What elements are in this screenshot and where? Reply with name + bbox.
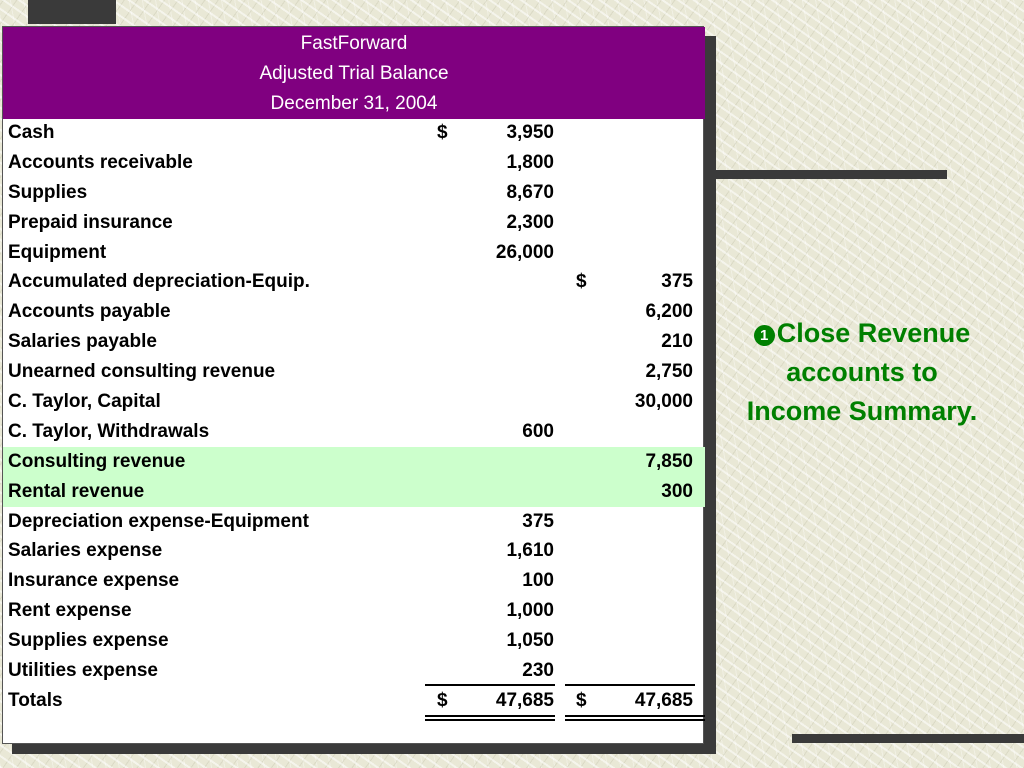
debit-amount: 1,800: [506, 151, 554, 173]
debit-amount: 2,300: [506, 211, 554, 233]
account-name: C. Taylor, Capital: [8, 391, 161, 413]
account-row: [3, 208, 705, 238]
account-row: [3, 507, 705, 537]
account-name: Cash: [8, 122, 55, 143]
debit-amount: 375: [522, 510, 554, 532]
debit-double-rule-top: [425, 715, 555, 717]
instruction-note: [712, 314, 1012, 431]
debit-double-rule-bottom: [425, 719, 555, 721]
account-row: [3, 596, 705, 626]
credit-total-rule: [565, 684, 695, 686]
account-row: [3, 656, 705, 686]
account-row: [3, 297, 705, 327]
step-one-bullet-icon: 1: [754, 325, 775, 346]
account-row: [3, 327, 705, 357]
account-name: Equipment: [8, 241, 107, 263]
account-name: Utilities expense: [8, 660, 158, 682]
account-name: Depreciation expense-Equipment: [8, 510, 309, 532]
debit-amount: 1,050: [506, 630, 554, 652]
debit-amount: 26,000: [495, 241, 554, 263]
account-name: Accumulated depreciation-Equip.: [8, 271, 310, 293]
note-line-3: Income Summary.: [746, 396, 978, 426]
account-name: Accounts receivable: [8, 151, 193, 173]
account-row: [3, 447, 705, 477]
account-row: [3, 148, 705, 178]
account-row: [3, 178, 705, 208]
statement-title: Adjusted Trial Balance: [259, 63, 449, 84]
right-decor-bar: [712, 170, 947, 179]
statement-date: December 31, 2004: [270, 93, 438, 114]
debit-amount: 100: [522, 570, 554, 592]
account-row: [3, 267, 705, 297]
credit-double-rule-bottom: [565, 719, 705, 721]
statement-header: [3, 27, 705, 119]
debit-total-rule: [425, 684, 555, 686]
credit-amount: 210: [661, 331, 693, 353]
account-row: [3, 536, 705, 566]
credit-amount: 300: [661, 480, 693, 502]
account-rows: [3, 118, 705, 716]
trial-balance-sheet: [2, 26, 704, 744]
account-row: [3, 566, 705, 596]
account-name: Unearned consulting revenue: [8, 361, 276, 383]
account-name: Rent expense: [8, 600, 132, 622]
credit-amount: 30,000: [634, 391, 693, 413]
account-row: [3, 387, 705, 417]
account-name: Salaries expense: [8, 540, 163, 562]
account-name: Accounts payable: [8, 301, 171, 323]
credit-amount: 375: [661, 271, 693, 293]
account-name: Supplies: [8, 181, 88, 203]
account-name: Salaries payable: [8, 331, 157, 353]
debit-amount: 230: [522, 660, 554, 682]
totals-credit-currency-sign: $: [576, 689, 587, 711]
account-row: [3, 477, 705, 507]
account-name: C. Taylor, Withdrawals: [8, 420, 210, 442]
top-left-decor-block: [28, 0, 116, 24]
company-name: FastForward: [300, 33, 408, 54]
totals-debit-amount: 47,685: [495, 689, 554, 711]
credit-amount: 2,750: [645, 361, 693, 383]
account-row: [3, 118, 705, 148]
credit-amount: 6,200: [645, 301, 693, 323]
totals-debit-currency-sign: $: [437, 689, 448, 711]
debit-amount: 8,670: [506, 181, 554, 203]
account-row: [3, 417, 705, 447]
credit-amount: 7,850: [645, 450, 693, 472]
account-name: Prepaid insurance: [8, 211, 173, 233]
totals-credit-amount: 47,685: [634, 689, 693, 711]
bottom-right-decor-bar: [792, 734, 1024, 743]
debit-amount: 600: [522, 420, 554, 442]
account-row: [3, 626, 705, 656]
account-name: Consulting revenue: [8, 450, 186, 472]
account-row: [3, 238, 705, 268]
totals-row: [3, 686, 705, 716]
account-name: Supplies expense: [8, 630, 169, 652]
debit-amount: 1,000: [506, 600, 554, 622]
debit-amount: 1,610: [506, 540, 554, 562]
note-line-2: accounts to: [786, 357, 938, 387]
debit-currency-sign: $: [437, 122, 448, 143]
credit-currency-sign: $: [576, 271, 587, 293]
debit-amount: 3,950: [506, 122, 554, 143]
account-row: [3, 357, 705, 387]
note-line-1: Close Revenue: [776, 318, 971, 348]
account-name: Rental revenue: [8, 480, 145, 502]
account-name: Insurance expense: [8, 570, 180, 592]
totals-label: Totals: [8, 689, 63, 711]
credit-double-rule-top: [565, 715, 705, 717]
